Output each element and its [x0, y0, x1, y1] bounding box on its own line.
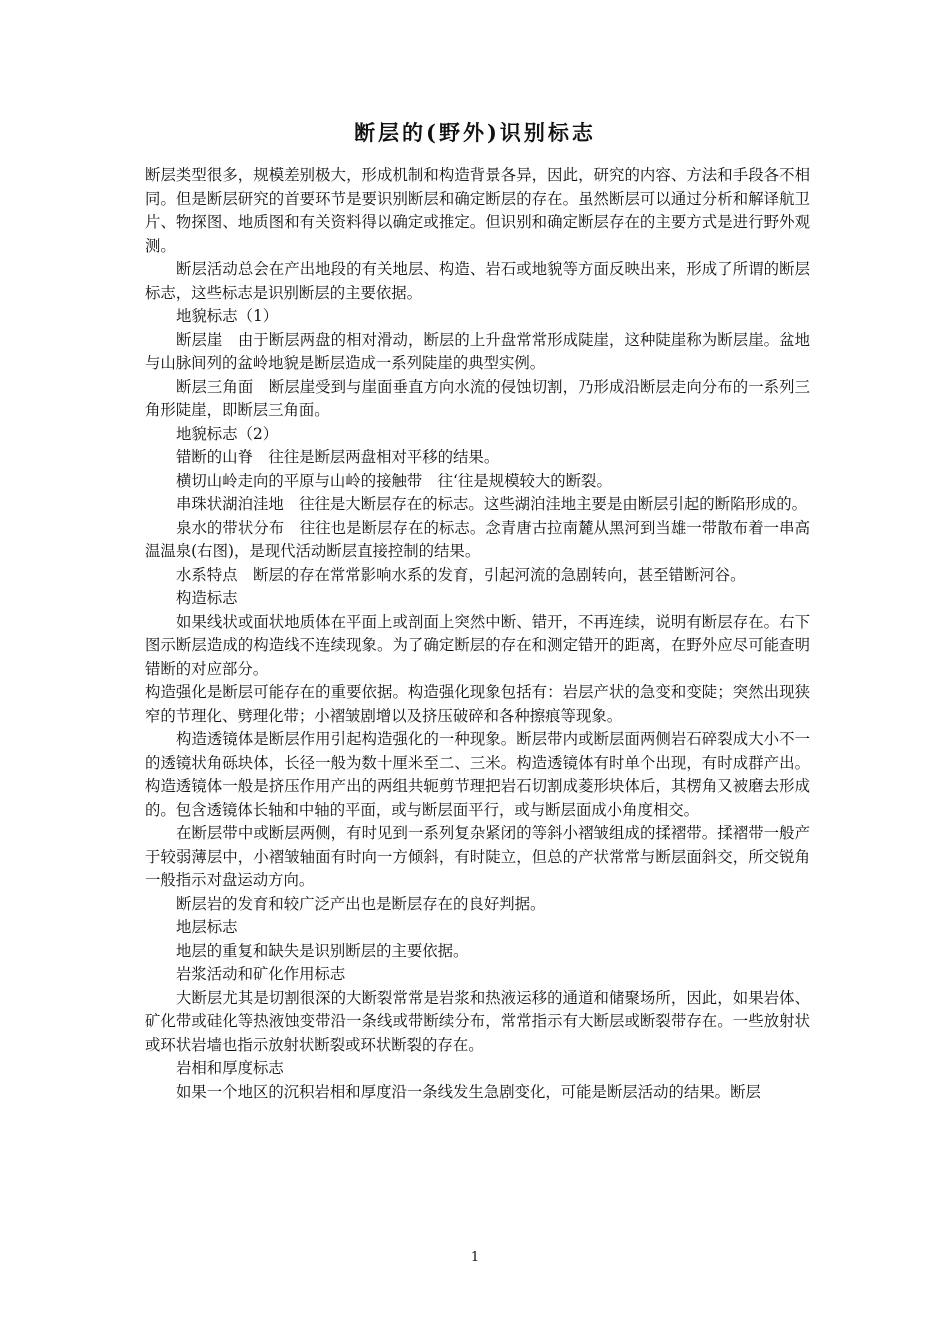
- paragraph: 岩浆活动和矿化作用标志: [176, 965, 346, 983]
- document-body: [145, 164, 810, 1104]
- paragraph: 断层三角面 断层崖受到与崖面垂直方向水流的侵蚀切割，乃形成沿断层走向分布的一系列三角形陡崖，即断层三角面。: [145, 377, 810, 419]
- paragraph: 断层活动总会在产出地段的有关地层、构造、岩石或地貌等方面反映出来，形成了所谓的断层标志，这些标志是识别断层的主要依据。: [145, 260, 810, 302]
- paragraph: 断层崖 由于断层两盘的相对滑动，断层的上升盘常常形成陡崖，这种陡崖称为断层崖。盆地与山脉间列的盆岭地貌是断层造成一系列陡崖的典型实例。: [145, 330, 810, 372]
- paragraph: 错断的山脊 往往是断层两盘相对平移的结果。: [176, 448, 500, 466]
- paragraph: 断层类型很多，规模差别极大，形成机制和构造背景各异，因此，研究的内容、方法和手段各不相同。但是断层研究的首要环节是要识别断层和确定断层的存在。虽然断层可以通过分析和解译航卫片、物探图、地质图和有关资料得以确定或推定。但识别和确定断层存在的主要方式是进行野外观测。: [145, 166, 810, 255]
- paragraph: 串珠状湖泊洼地 往往是大断层存在的标志。这些湖泊洼地主要是由断层引起的断陷形成的。: [176, 495, 808, 513]
- paragraph: 岩相和厚度标志: [176, 1059, 284, 1077]
- paragraph: 地层的重复和缺失是识别断层的主要依据。: [176, 941, 469, 960]
- paragraph: 横切山岭走向的平原与山岭的接触带 往‘往是规模较大的断裂。: [176, 471, 612, 490]
- paragraph: 如果一个地区的沉积岩相和厚度沿一条线发生急剧变化，可能是断层活动的结果。断层: [176, 1082, 761, 1101]
- paragraph: 如果线状或面状地质体在平面上或剖面上突然中断、错开，不再连续，说明有断层存在。右下图示断层造成的构造线不连续现象。为了确定断层的存在和测定错开的距离，在野外应尽可能查明错断的对应部分。: [145, 612, 810, 678]
- paragraph: 构造强化是断层可能存在的重要依据。构造强化现象包括有：岩层产状的急变和变陡；突然出现狭窄的节理化、劈理化带；小褶皱剧增以及挤压破碎和各种擦痕等现象。: [145, 683, 810, 725]
- paragraph: 水系特点 断层的存在常常影响水系的发育，引起河流的急剧转向，甚至错断河谷。: [176, 565, 746, 584]
- paragraph: 构造标志: [176, 589, 238, 607]
- document-title: 断层的(野外)识别标志: [354, 120, 596, 145]
- paragraph: 构造透镜体是断层作用引起构造强化的一种现象。断层带内或断层面两侧岩石碎裂成大小不一的透镜状角砾块体，长径一般为数十厘米至二、三米。构造透镜体有时单个出现，有时成群产出。构造透镜体一般是挤压作用产出的两组共轭剪节理把岩石切割成菱形块体后，其楞角又被磨去形成的。包含透镜体长轴和中轴的平面，或与断层面平行，或与断层面成小角度相交。: [145, 730, 810, 819]
- paragraph: 地貌标志（2）: [176, 424, 279, 443]
- paragraph: 地层标志: [176, 918, 238, 936]
- paragraph: 大断层尤其是切割很深的大断裂常常是岩浆和热液运移的通道和储聚场所，因此，如果岩体、矿化带或硅化等热液蚀变带沿一条线或带断续分布，常常指示有大断层或断裂带存在。一些放射状或环状岩墙也指示放射状断裂或环状断裂的存在。: [145, 988, 810, 1054]
- paragraph: 断层岩的发育和较广泛产出也是断层存在的良好判据。: [176, 894, 546, 913]
- page-number: 1: [470, 1250, 480, 1265]
- paragraph: 在断层带中或断层两侧，有时见到一系列复杂紧闭的等斜小褶皱组成的揉褶带。揉褶带一般产于较弱薄层中，小褶皱轴面有时向一方倾斜，有时陡立，但总的产状常常与断层面斜交，所交锐角一般指示对盘运动方向。: [145, 824, 810, 889]
- paragraph: 泉水的带状分布 往往也是断层存在的标志。念青唐古拉南麓从黑河到当雄一带散布着一串高温温泉(右图)，是现代活动断层直接控制的结果。: [145, 518, 810, 560]
- paragraph: 地貌标志（1）: [176, 307, 279, 325]
